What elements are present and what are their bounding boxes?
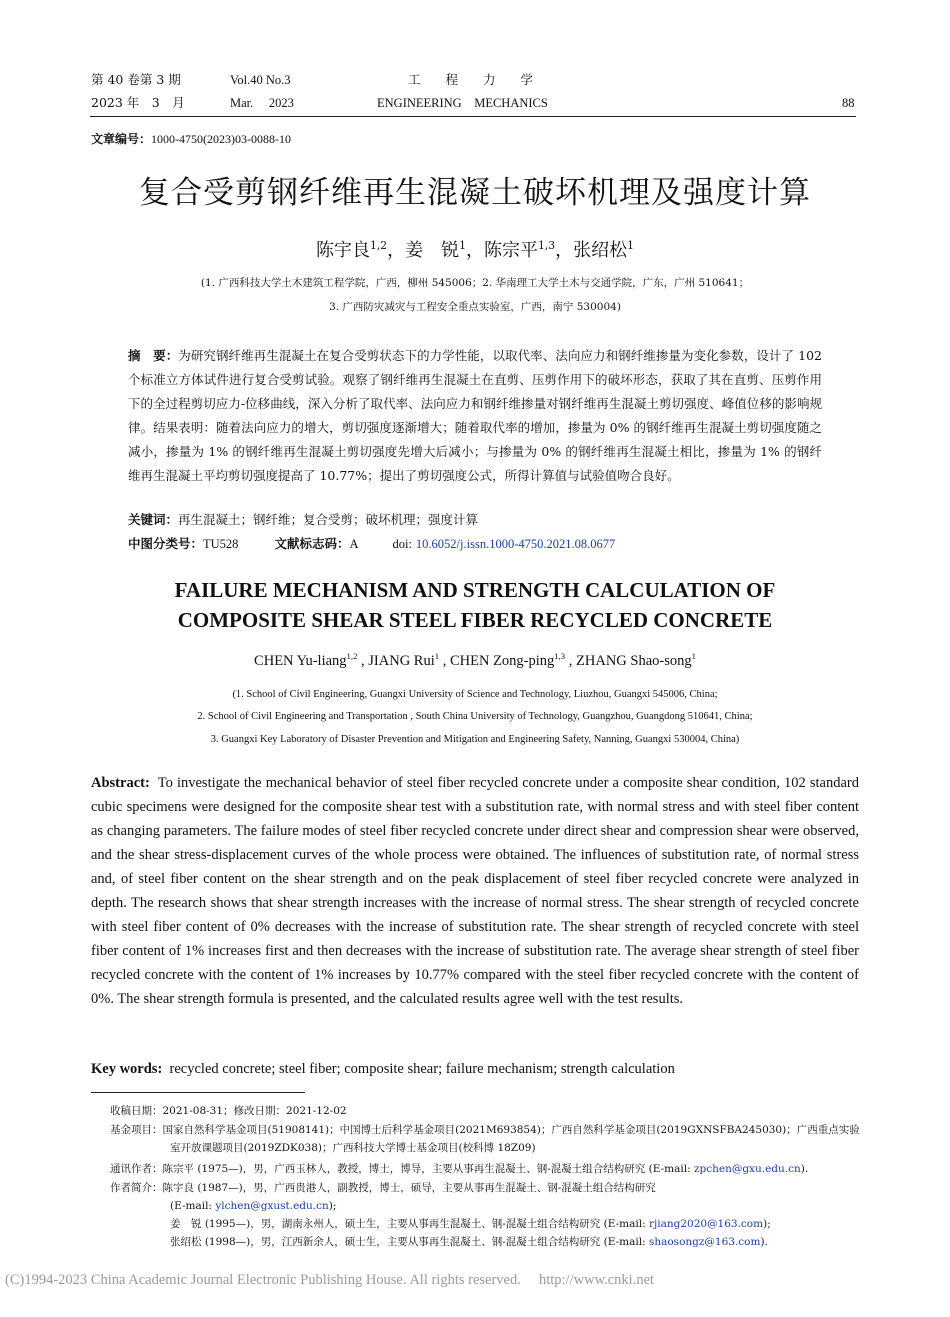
keywords-cn-text: 再生混凝土；钢纤维；复合受剪；破坏机理；强度计算: [178, 512, 479, 527]
keywords-en: [91, 1057, 675, 1081]
author-en-sup: 1,2: [346, 651, 358, 662]
author-cn-sup: 1,2: [369, 239, 388, 252]
footnote-rule: [91, 1092, 305, 1093]
received-label: 收稿日期：: [110, 1105, 163, 1117]
keywords-en-text: recycled concrete; steel fiber; composite shear; failure mechanism; strength calculation: [169, 1061, 675, 1077]
clc-value: TU528: [203, 537, 239, 551]
author-en: CHEN Yu-liang: [254, 653, 347, 669]
header-journal-cn: 工 程 力 学: [408, 72, 534, 87]
abstract-cn: [128, 344, 822, 488]
affiliation-en-line: 2. School of Civil Engineering and Transportation , South China University of Technology, Guangzhou, Guangdong 510641, China;: [197, 711, 753, 722]
abstract-en-text: To investigate the mechanical behavior of steel fiber recycled concrete under a composite shear condition, 102 standard cubic specimens were designed for the composite shear test with a substitution rate, with normal stress and with steel fiber content as changing parameters. The failure modes of steel fiber recycled concrete under direct shear and compression shear were observed, and the shear stress-displacement curves of the whole process were obtained. The influences of substitution rate, of normal stress and, of steel fiber content on the shear strength and on the peak displacement of steel fiber recycled concrete were analyzed in depth. The research shows that shear strength increases with the increase of normal stress. The shear strength of recycled concrete with steel fiber content of 0% decreases with the increase of substitution rate. The shear strength of recycled concrete with steel fiber content of 1% increases first and then decreases with the increase of substitution rate. The average shear strength of steel fiber recycled concrete with the content of 1% increases by 10.77% compared with the steel fiber recycled concrete with the content of 0%. The shear strength formula is presented, and the calculated results agree well with the test results.: [91, 775, 859, 1007]
page-number: 88: [842, 96, 855, 110]
header-volume-en: Vol.40 No.3: [230, 73, 291, 87]
title-en-line: COMPOSITE SHEAR STEEL FIBER RECYCLED CONCRETE: [177, 608, 773, 632]
classification-line: [128, 534, 615, 554]
affiliation-cn-line: (1. 广西科技大学土木建筑工程学院，广西，柳州 545006；2. 华南理工大学土木与交通学院，广东，广州 510641；: [200, 277, 750, 289]
keywords-en-label: Key words:: [91, 1061, 163, 1077]
authors-cn: [0, 236, 950, 262]
corr-email-link[interactable]: zpchen@gxu.edu.cn: [693, 1163, 801, 1175]
author-cn: 张绍松: [573, 240, 628, 261]
bio-line-1: [110, 1179, 860, 1197]
corr-end: ).: [800, 1163, 809, 1175]
affiliation-cn-line: 3. 广西防灾减灾与工程安全重点实验室，广西，南宁 530004): [329, 301, 621, 313]
keywords-cn: [128, 510, 478, 530]
bio2-end: );: [763, 1218, 771, 1230]
bio2-email-link[interactable]: rjiang2020@163.com: [648, 1218, 764, 1230]
author-cn-sup: 1: [627, 239, 635, 252]
bio1-email-prefix: (E-mail:: [170, 1200, 216, 1212]
corr-label: 通讯作者：: [110, 1163, 163, 1175]
author-cn: 陈宇良: [315, 240, 370, 261]
copyright-footer: (C)1994-2023 China Academic Journal Electronic Publishing House. All rights reserved. http://www.cnki.net: [5, 1272, 655, 1288]
author-cn-sup: 1,3: [538, 239, 556, 252]
keywords-cn-label: 关键词：: [128, 512, 179, 527]
bio1-text: 陈宇良 (1987—)，男，广西贵港人，副教授，博士，硕导，主要从事再生混凝土、钢-混凝土组合结构研究: [162, 1182, 656, 1194]
doc-code-value: A: [349, 537, 359, 551]
footnote-bio: [110, 1179, 860, 1251]
author-cn-sep: ，: [387, 240, 406, 261]
bio-label: 作者简介：: [110, 1182, 163, 1194]
author-en-sep: ,: [565, 653, 577, 669]
author-cn-sep: ，: [555, 240, 574, 261]
footnote-corresponding: [110, 1160, 860, 1178]
author-cn: 陈宗平: [484, 240, 538, 261]
bio-line-1-email: [110, 1197, 860, 1215]
affiliation-en-line: (1. School of Civil Engineering, Guangxi University of Science and Technology, Liuzhou, Guangxi 545006, China;: [232, 689, 718, 700]
article-id-value: 1000-4750(2023)03-0088-10: [151, 132, 291, 146]
bio3-text: 张绍松 (1998—)，男，江西新余人，硕士生，主要从事再生混凝土、钢-混凝土组合结构研究 (E-mail:: [170, 1236, 649, 1248]
author-en-sup: 1: [434, 651, 440, 662]
author-cn-sep: ，: [466, 240, 484, 261]
abstract-en: [91, 771, 859, 1011]
affiliation-en-line: 3. Guangxi Key Laboratory of Disaster Prevention and Mitigation and Engineering Safety, Nanning, Guangxi 530004, China): [210, 734, 740, 745]
title-cn: 复合受剪钢纤维再生混凝土破坏机理及强度计算: [139, 175, 811, 211]
bio-line-2: [110, 1215, 860, 1233]
article-id: [91, 131, 291, 147]
fund-text: 国家自然科学基金项目(51908141)；中国博士后科学基金项目(2021M693854)；广西自然科学基金项目(2019GXNSFBA245030)；广西重点实验室开放课题项目(2019ZDK038)；广西科技大学博士基金项目(校科博 18Z09): [162, 1124, 860, 1154]
doc-code-label: 文献标志码：: [274, 536, 350, 551]
author-en: ZHANG Shao-song: [576, 653, 692, 669]
author-en-sep: ,: [439, 653, 450, 669]
footnote-fund: [110, 1121, 860, 1157]
header-journal-en: ENGINEERING MECHANICS: [377, 96, 548, 110]
author-en: CHEN Zong-ping: [449, 653, 555, 669]
bio3-email-link[interactable]: shaosongz@163.com: [648, 1236, 761, 1248]
abstract-cn-text: 为研究钢纤维再生混凝土在复合受剪状态下的力学性能，以取代率、法向应力和钢纤维掺量为变化参数，设计了 102 个标准立方体试件进行复合受剪试验。观察了钢纤维再生混凝土在直剪、压剪作用下的破坏形态，获取了其在直剪、压剪作用下的全过程剪切应力-位移曲线，深入分析了取代率、法向应力和钢纤维掺量对钢纤维再生混凝土剪切强度、峰值位移的影响规律。结果表明：随着法向应力的增大，剪切强度逐渐增大；随着取代率的增加，掺量为 0% 的钢纤维再生混凝土剪切强度随之减小，掺量为 1% 的钢纤维再生混凝土剪切强度先增大后减小；与掺量为 0% 的钢纤维再生混凝土相比，掺量为 1% 的钢纤维再生混凝土平均剪切强度提高了 10.77%；提出了剪切强度公式，所得计算值与试验值吻合良好。: [128, 348, 822, 483]
abstract-cn-label: 摘 要：: [128, 348, 179, 363]
header-volume-cn: 第 40 卷第 3 期: [91, 72, 181, 87]
received-text: 2021-08-31；修改日期：2021-12-02: [162, 1105, 347, 1117]
header-date-cn: 2023 年 3 月: [91, 95, 185, 110]
corr-text: 陈宗平 (1975—)，男，广西玉林人，教授，博士，博导，主要从事再生混凝土、钢-混凝土组合结构研究 (E-mail:: [162, 1163, 694, 1175]
title-en: [0, 575, 950, 635]
header-rule: [90, 116, 856, 117]
authors-en: [0, 653, 950, 670]
title-en-line: FAILURE MECHANISM AND STRENGTH CALCULATION OF: [174, 578, 776, 602]
bio2-text: 姜 锐 (1995—)，男，湖南永州人，硕士生，主要从事再生混凝土、钢-混凝土组合结构研究 (E-mail:: [170, 1218, 649, 1230]
bio3-end: ).: [760, 1236, 768, 1248]
bio-line-3: [110, 1233, 860, 1251]
abstract-en-label: Abstract:: [91, 775, 150, 791]
author-cn-sup: 1: [459, 239, 466, 252]
article-id-label: 文章编号：: [91, 132, 152, 146]
author-en-sep: ,: [357, 653, 369, 669]
clc-label: 中图分类号：: [128, 536, 204, 551]
bio1-end: );: [328, 1200, 337, 1212]
author-en-sup: 1: [691, 651, 696, 662]
fund-label: 基金项目：: [110, 1124, 163, 1136]
footnote-received: [110, 1102, 860, 1120]
author-cn: 姜 锐: [405, 240, 460, 261]
doi-label: doi:: [392, 537, 412, 551]
author-en-sup: 1,3: [554, 651, 566, 662]
header-date-en: Mar. 2023: [230, 96, 294, 110]
doi-link[interactable]: 10.6052/j.issn.1000-4750.2021.08.0677: [415, 537, 616, 551]
author-en: JIANG Rui: [368, 653, 435, 669]
bio1-email-link[interactable]: ylchen@gxust.edu.cn: [215, 1200, 329, 1212]
